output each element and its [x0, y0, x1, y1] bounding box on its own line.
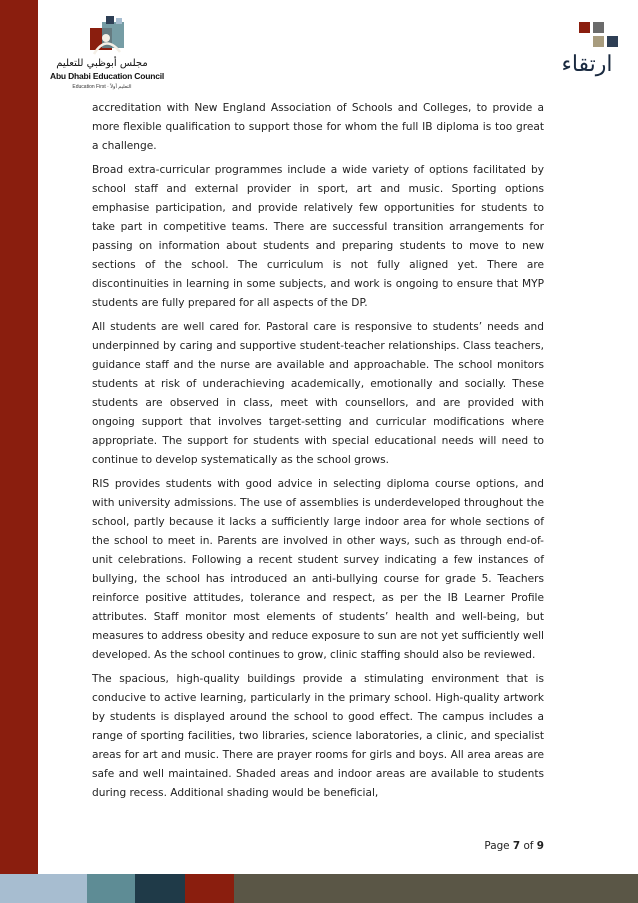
- logo-subtext: Education First · التعليم أولاً: [72, 84, 132, 90]
- footer-color-bar: [0, 874, 638, 903]
- footer-segment-1: [0, 874, 87, 903]
- page-label: Page: [484, 840, 510, 852]
- footer-segment-5: [234, 874, 638, 903]
- left-accent-bar: [0, 0, 38, 874]
- paragraph-1: accreditation with New England Association of Schools and Colleges, to provide a more flexible qualification to support those for whom the full IB diploma is too great a challenge.: [92, 102, 544, 152]
- logo-english-text: Abu Dhabi Education Council: [50, 71, 165, 81]
- current-page: 7: [512, 840, 521, 852]
- paragraph-3: All students are well cared for. Pastoral care is responsive to students’ needs and underpinned by caring and supportive student-teacher relationships. Class teachers, guidance staff and the nurse are available and approachable. The school monitors students at risk of underachieving academically, emotionally and socially. These students are observed in class, meet with counsellors, and are provided with ongoing support that involves target-setting and curricular modifications where appropriate. The support for students with special educational needs will need to continue to develop systematically as the school grows.: [92, 321, 544, 466]
- footer-segment-3: [135, 874, 185, 903]
- adec-logo: [46, 14, 165, 94]
- paragraph-5: The spacious, high-quality buildings provide a stimulating environment that is conducive to active learning, particularly in the primary school. High-quality artwork by students is displayed around the school to good effect. The campus includes a range of sporting facilities, two libraries, science laboratories, a clinic, and specialist areas for art and music. There are prayer rooms for girls and boys. All area areas are safe and well maintained. Shaded areas and indoor areas are available to students during recess. Additional shading would be beneficial,: [92, 673, 544, 799]
- of-label: of: [523, 840, 534, 852]
- paragraph-2: Broad extra-curricular programmes include a wide variety of options facilitated by school staff and external provider in sport, art and music. Sporting options emphasise participation, and provide relatively few opportunities for students to take part in competitive teams. There are successful transition arrangements for passing on information about students and preparing students to move to new sections of the school. The curriculum is not fully aligned yet. There are discontinuities in learning in some subjects, and work is ongoing to ensure that MYP students are fully prepared for all aspects of the DP.: [92, 164, 544, 309]
- report-body: [92, 99, 544, 808]
- page-number: [484, 840, 544, 852]
- footer-segment-2: [87, 874, 135, 903]
- brand-arabic-wordmark: ارتقاء: [561, 52, 613, 77]
- total-pages: 9: [536, 840, 544, 852]
- footer-segment-4: [185, 874, 234, 903]
- paragraph-4: RIS provides students with good advice in selecting diploma course options, and with university admissions. The use of assemblies is underdeveloped throughout the school, partly because it lacks a sufficiently large indoor area for whole sections of the school to meet in. Parents are involved in other ways, such as through end-of-unit celebrations. Following a recent student survey indicating a few instances of bullying, the school has introduced an anti-bullying course for grade 5. Teachers reinforce positive attitudes, tolerance and respect, as per the IB Learner Profile attributes. Staff monitor most elements of students’ health and well-being, but measures to address obesity and reduce exposure to sun are not yet sufficiently well developed. As the school continues to grow, clinic staffing should also be reviewed.: [92, 478, 544, 661]
- adec-emblem-icon: [76, 14, 134, 60]
- logo-arabic-text: مجلس أبوظبي للتعليم: [56, 58, 148, 69]
- irtiqaa-brand-logo: [556, 22, 618, 84]
